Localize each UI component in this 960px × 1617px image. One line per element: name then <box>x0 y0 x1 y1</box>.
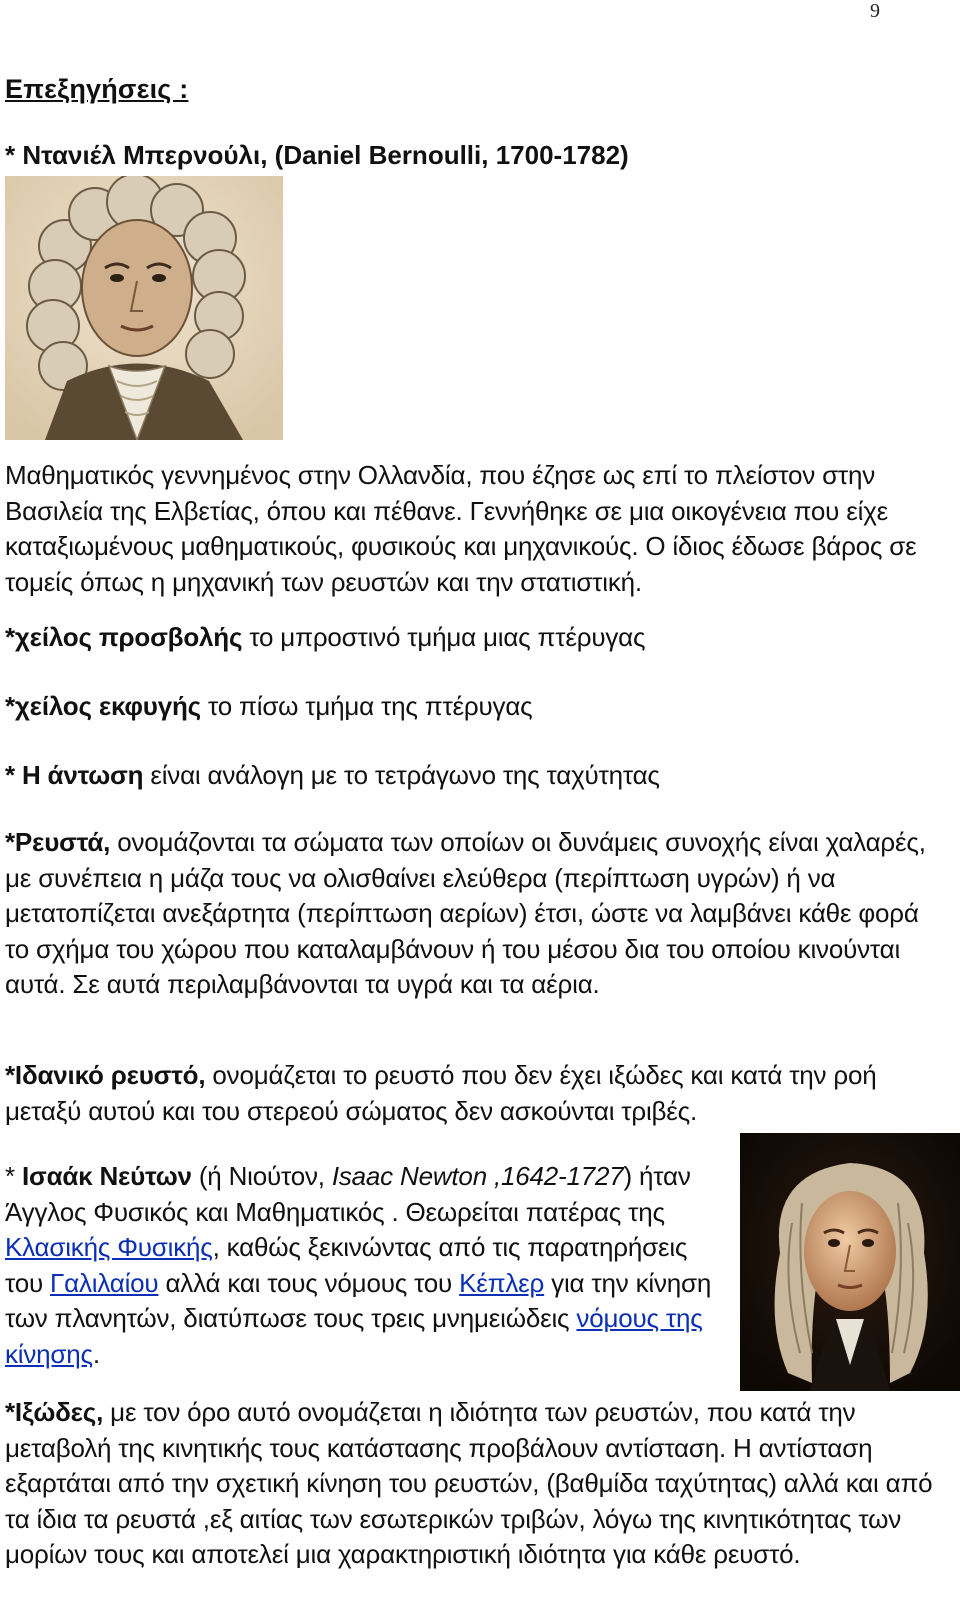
newton-text-4: για την κίνηση των πλανητών, διατύπωσε τους τρεις μνημειώδεις <box>5 1267 712 1333</box>
def-viscosity <box>5 1395 935 1573</box>
bernoulli-portrait-image <box>5 176 283 440</box>
link-laws-of-motion[interactable]: νόμους της κίνησης <box>5 1303 703 1369</box>
link-classical-physics[interactable]: Κλασικής Φυσικής <box>5 1232 213 1262</box>
newton-portrait-image <box>740 1133 960 1391</box>
newton-name: Ισαάκ Νεύτων <box>21 1161 192 1191</box>
link-galileo[interactable]: Γαλιλαίου <box>50 1267 159 1298</box>
newton-text-3: αλλά και τους νόμους του <box>158 1267 460 1298</box>
section-heading: Επεξηγήσεις : <box>5 74 189 104</box>
def-viscosity-text: με τον όρο αυτό ονομάζεται η ιδιότητα των ρευστών, που κατά την μεταβολή της κινητικής τους κατάστασης προβάλουν αντίσταση. Η αντίσταση εξαρτάται από την σχετική κίνηση του ρευστών, (βαθμίδα ταχύτητας) αλλά και από τα ίδια τα ρευστά ,εξ αιτίας των εσωτερικών τριβών, λόγω της κινητικότητας των μορίων τους και αποτελεί μια χαρακτηριστική ιδιότητα για κάθε ρευστό. <box>5 1397 933 1569</box>
def-leading-edge-term: *χείλος προσβολής <box>5 622 243 652</box>
def-drag <box>5 758 925 794</box>
bernoulli-bio: Μαθηματικός γεννημένος στην Ολλανδία, που έζησε ως επί το πλείστον στην Βασιλεία της Ελβετίας, όπου και πέθανε. Γεννήθηκε σε μια οικογένεια που είχε καταξιωμένους μαθηματικούς, φυσικούς και μηχανικούς. Ο ίδιος έδωσε βάρος σε τομείς όπως η μηχανική των ρευστών και την στατιστική. <box>5 460 917 597</box>
link-kepler[interactable]: Κέπλερ <box>459 1267 545 1298</box>
page-number: 9 <box>870 0 880 22</box>
def-trailing-edge-text: το πίσω τμήμα της πτέρυγας <box>201 691 533 721</box>
newton-text-2: , καθώς ξεκινώντας από τις παρατηρήσεις του <box>5 1232 688 1298</box>
def-ideal-fluid-text: ονομάζεται το ρευστό που δεν έχει ιξώδες και κατά την ροή μεταξύ αυτού και του στερεού σώματος δεν ασκούνται τριβές. <box>5 1060 877 1126</box>
newton-bio <box>5 1159 720 1372</box>
def-drag-text: είναι ανάλογη με το τετράγωνο της ταχύτητας <box>143 760 660 790</box>
newton-paren: (ή Νιούτον, <box>191 1161 332 1191</box>
def-trailing-edge <box>5 689 925 725</box>
def-ideal-fluid-term: *Ιδανικό ρευστό, <box>5 1060 206 1090</box>
def-fluids-text: ονομάζονται τα σώματα των οποίων οι δυνάμεις συνοχής είναι χαλαρές, με συνέπεια η μάζα τους να ολισθαίνει ελεύθερα (περίπτωση υγρών) ή να μετατοπίζεται ανεξάρτητα (περίπτωση αερίων) έτσι, ώστε να λαμβάνει κάθε φορά το σχήμα του χώρου που καταλαμβάνουν ή του μέσου δια του οποίου κινούνται αυτά. Σε αυτά περιλαμβάνονται τα υγρά και τα αέρια. <box>5 827 926 999</box>
def-leading-edge <box>5 620 925 656</box>
def-drag-term: * Η άντωση <box>5 760 144 790</box>
def-fluids <box>5 825 935 1003</box>
def-viscosity-term: *Ιξώδες, <box>5 1397 104 1427</box>
bernoulli-title: * Ντανιέλ Μπερνούλι, (Daniel Bernoulli, 1700-1782) <box>5 140 629 170</box>
newton-text-5: . <box>92 1338 100 1369</box>
newton-portrait <box>740 1133 960 1391</box>
def-trailing-edge-term: *χείλος εκφυγής <box>5 691 201 721</box>
newton-latin-name: Isaac Newton ,1642-1727 <box>331 1161 624 1191</box>
def-leading-edge-text: το μπροστινό τμήμα μιας πτέρυγας <box>242 622 646 652</box>
def-fluids-term: *Ρευστά, <box>5 827 111 857</box>
newton-text-1: ) ήταν Άγγλος Φυσικός και Μαθηματικός . Θεωρείται πατέρας της <box>5 1161 691 1227</box>
def-ideal-fluid <box>5 1058 935 1129</box>
newton-star: * <box>5 1161 22 1191</box>
bernoulli-portrait <box>5 176 283 440</box>
